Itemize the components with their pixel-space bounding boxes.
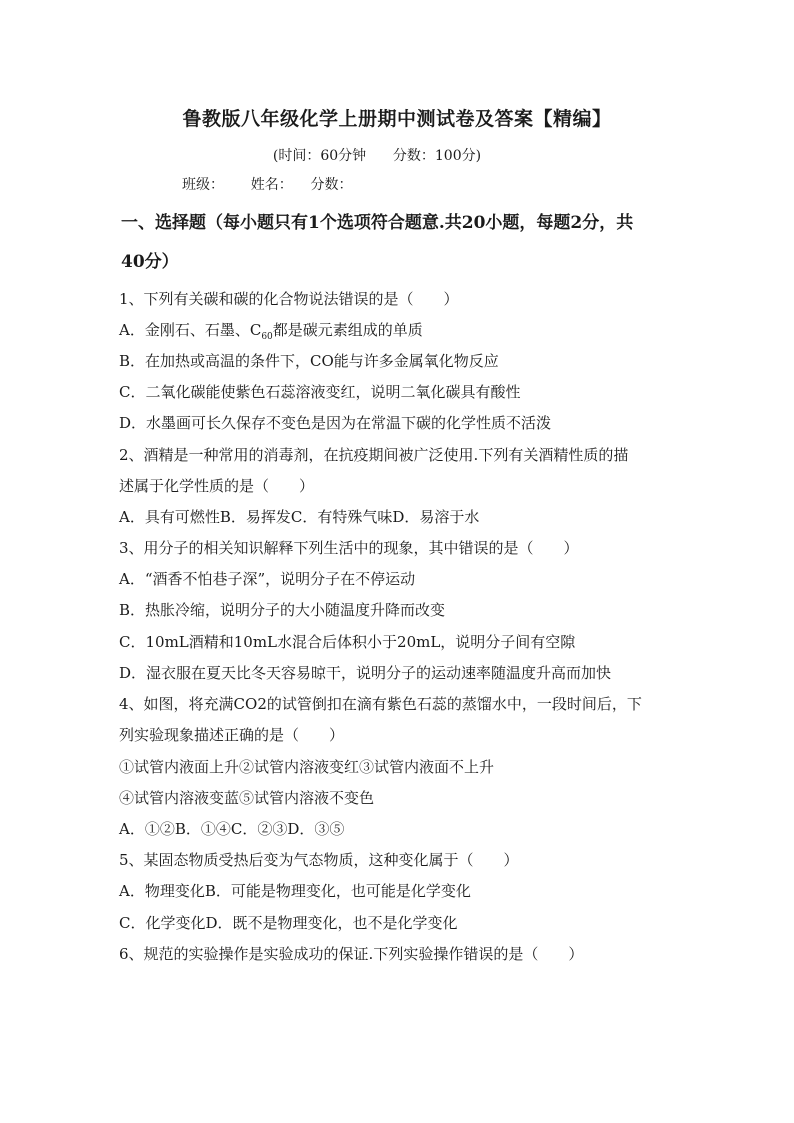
question-3-option-a: A．“酒香不怕巷子深”，说明分子在不停运动 [119, 570, 416, 588]
question-4-options: A．①②B．①④C．②③D．③⑤ [119, 820, 345, 838]
question-5-options-cd: C．化学变化D．既不是物理变化，也不是化学变化 [119, 914, 458, 932]
question-3: 3、用分子的相关知识解释下列生活中的现象，其中错误的是（ ） [119, 539, 579, 557]
question-4-continued: 列实验现象描述正确的是（ ） [119, 726, 345, 744]
question-3-option-c: C．10mL酒精和10mL水混合后体积小于20mL，说明分子间有空隙 [119, 633, 576, 651]
question-5-options-ab: A．物理变化B．可能是物理变化，也可能是化学变化 [119, 882, 471, 900]
option-a-text-post: 都是碳元素组成的单质 [272, 321, 423, 339]
question-6: 6、规范的实验操作是实验成功的保证.下列实验操作错误的是（ ） [119, 945, 584, 963]
question-2: 2、酒精是一种常用的消毒剂，在抗疫期间被广泛使用.下列有关酒精性质的描 [119, 446, 629, 464]
question-3-option-d: D．湿衣服在夏天比冬天容易晾干，说明分子的运动速率随温度升高而加快 [119, 664, 612, 682]
question-1-option-a [119, 320, 679, 347]
option-a-text-pre: A．金刚石、石墨、C [119, 321, 262, 339]
question-1-option-b: B．在加热或高温的条件下，CO能与许多金属氧化物反应 [119, 352, 499, 370]
section-heading: 一、选择题（每小题只有1个选项符合题意.共20小题，每题2分，共 [121, 213, 634, 233]
question-5: 5、某固态物质受热后变为气态物质，这种变化属于（ ） [119, 851, 519, 869]
section-heading-continued: 40分） [121, 252, 179, 272]
exam-time-score: (时间：60分钟 分数：100分) [272, 148, 482, 164]
question-1-option-d: D．水墨画可长久保存不变色是因为在常温下碳的化学性质不活泼 [119, 414, 552, 432]
question-1-option-c: C．二氧化碳能使紫色石蕊溶液变红，说明二氧化碳具有酸性 [119, 383, 521, 401]
question-4-items-continued: ④试管内溶液变蓝⑤试管内溶液不变色 [119, 789, 375, 807]
subscript-60: 60 [261, 332, 273, 342]
question-2-continued: 述属于化学性质的是（ ） [119, 477, 315, 495]
document-title: 鲁教版八年级化学上册期中测试卷及答案【精编】 [182, 108, 612, 130]
question-4: 4、如图，将充满CO2的试管倒扣在滴有紫色石蕊的蒸馏水中，一段时间后，下 [119, 695, 642, 713]
question-2-options: A．具有可燃性B．易挥发C．有特殊气味D．易溶于水 [119, 508, 480, 526]
question-1: 1、下列有关碳和碳的化合物说法错误的是（ ） [119, 290, 459, 308]
question-3-option-b: B．热胀冷缩，说明分子的大小随温度升降而改变 [119, 601, 446, 619]
question-4-items: ①试管内液面上升②试管内溶液变红③试管内液面不上升 [119, 758, 495, 776]
student-info-line: 班级： 姓名： 分数： [182, 177, 353, 193]
